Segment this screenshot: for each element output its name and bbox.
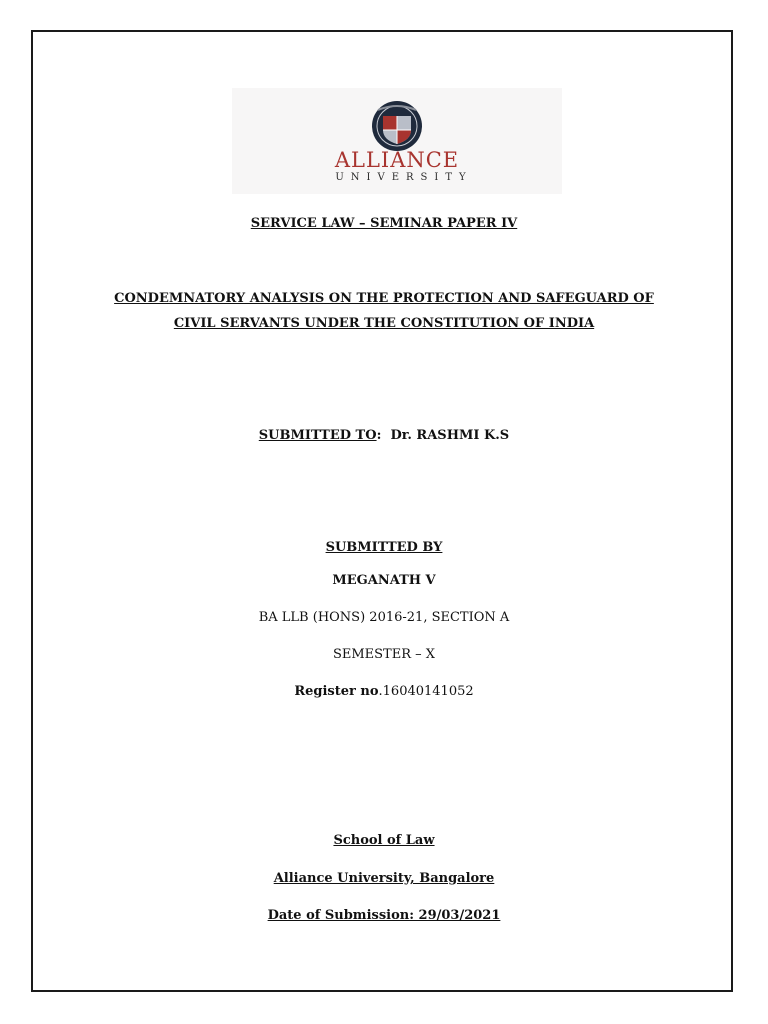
submitted-to-separator: : [376, 428, 382, 443]
register-label: Register no [294, 684, 379, 699]
student-name: MEGANATH V [332, 573, 436, 588]
submitted-to-label: SUBMITTED TO [258, 428, 377, 443]
logo-wordmark: ALLIANCE [334, 148, 460, 172]
register-row [0, 684, 768, 700]
university-name: Alliance University, Bangalore [273, 871, 495, 886]
paper-title-line-1: CONDEMNATORY ANALYSIS ON THE PROTECTION AND SAFEGUARD OF [114, 291, 654, 306]
submission-date: Date of Submission: 29/03/2021 [267, 908, 501, 923]
submitted-to-row [0, 428, 768, 444]
paper-heading: SERVICE LAW – SEMINAR PAPER IV [250, 216, 518, 231]
paper-title-line-2: CIVIL SERVANTS UNDER THE CONSTITUTION OF INDIA [173, 316, 595, 331]
university-logo [232, 88, 562, 194]
university-seal-icon [232, 88, 562, 152]
school-name: School of Law [333, 833, 435, 848]
submitted-by-label: SUBMITTED BY [325, 540, 443, 555]
semester-info: SEMESTER – X [332, 647, 436, 662]
submitted-to-value: Dr. RASHMI K.S [390, 428, 510, 443]
course-info: BA LLB (HONS) 2016-21, SECTION A [258, 610, 510, 625]
logo-subtitle: UNIVERSITY [335, 172, 473, 183]
register-value: .16040141052 [378, 684, 474, 699]
